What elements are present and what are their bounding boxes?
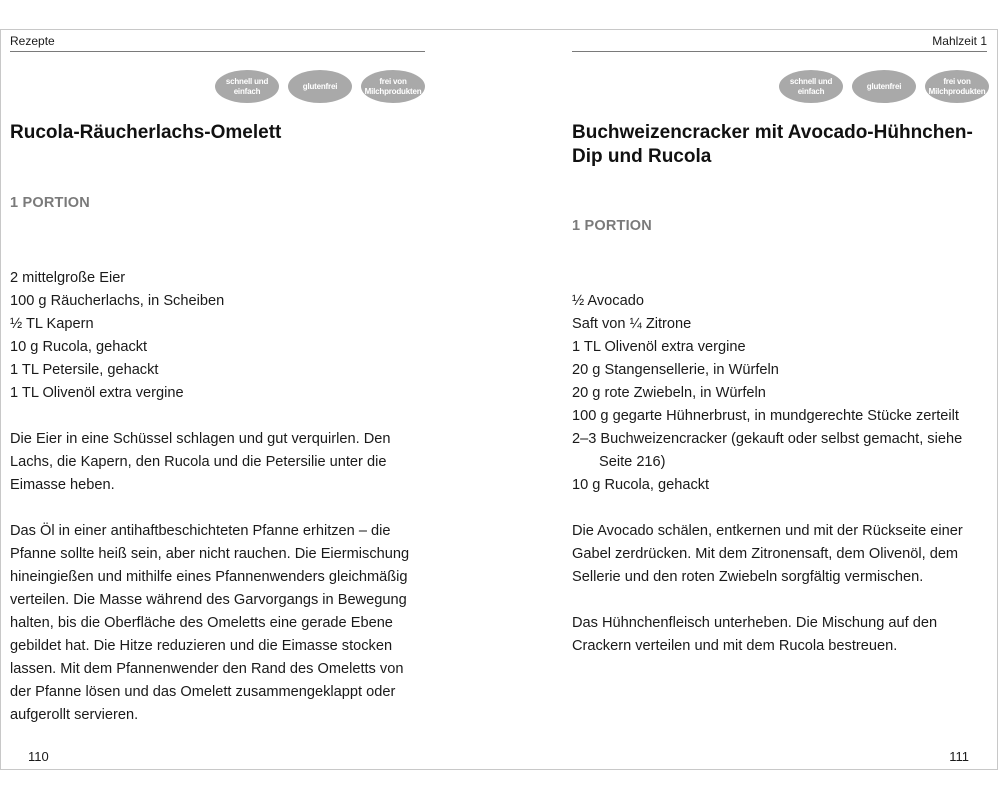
ingredient-list <box>10 267 426 405</box>
recipe-title: Rucola-Räucherlachs-Omelett <box>10 122 282 143</box>
recipe-body <box>572 290 988 658</box>
recipe-title: Buchweizencracker mit Avocado-Hühnchen-Dip und Rucola <box>572 122 973 167</box>
badge-quick-easy: schnell und einfach <box>779 70 843 103</box>
ingredient-item: 2–3 Buchweizencracker (gekauft oder selbst gemacht, siehe Seite 216) <box>572 431 963 470</box>
portion-label: 1 PORTION <box>10 195 90 211</box>
ingredient-item: 10 g Rucola, gehackt <box>10 339 148 355</box>
running-head: Rezepte <box>10 34 55 48</box>
badge-quick-easy: schnell und einfach <box>215 70 279 103</box>
header-rule <box>572 51 987 52</box>
ingredient-item: 20 g Stangensellerie, in Würfeln <box>572 362 779 378</box>
portion-label: 1 PORTION <box>572 218 652 234</box>
ingredient-item: 2 mittelgroße Eier <box>10 270 126 286</box>
ingredient-item: 100 g Räucherlachs, in Scheiben <box>10 293 225 309</box>
page-number: 110 <box>28 749 49 764</box>
ingredient-list <box>572 290 988 497</box>
right-page <box>572 30 988 769</box>
badge-group <box>215 70 425 103</box>
instruction-paragraph: Das Hühnchenfleisch unterheben. Die Mischung auf den Crackern verteilen und mit dem Rucola bestreuen. <box>572 615 938 654</box>
ingredient-item: Saft von ¼ Zitrone <box>572 316 692 332</box>
recipe-body <box>10 267 426 727</box>
ingredient-item: 1 TL Petersile, gehackt <box>10 362 159 378</box>
badge-dairy-free: frei von Milchprodukten <box>361 70 425 103</box>
book-spread <box>0 29 998 770</box>
ingredient-item: 10 g Rucola, gehackt <box>572 477 710 493</box>
left-page <box>10 30 426 769</box>
page-number: 111 <box>949 749 969 764</box>
ingredient-item: 1 TL Olivenöl extra vergine <box>10 385 184 401</box>
ingredient-item: ½ Avocado <box>572 293 644 309</box>
ingredient-item: 1 TL Olivenöl extra vergine <box>572 339 746 355</box>
running-head: Mahlzeit 1 <box>932 34 987 48</box>
badge-dairy-free: frei von Milchprodukten <box>925 70 989 103</box>
instruction-paragraph: Die Eier in eine Schüssel schlagen und gut verquirlen. Den Lachs, die Kapern, den Rucola und die Petersilie unter die Eimasse heben. <box>10 431 391 493</box>
badge-gluten-free: glutenfrei <box>288 70 352 103</box>
badge-group <box>779 70 989 103</box>
badge-gluten-free: glutenfrei <box>852 70 916 103</box>
instruction-paragraph: Das Öl in einer antihaftbeschichteten Pfanne erhitzen – die Pfanne sollte heiß sein, aber nicht rauchen. Die Eiermischung hineingießen und mithilfe eines Pfannenwenders gleichmäßig verteilen. Die Masse während des Garvorgangs in Bewegung halten, bis die Oberfläche des Omeletts eine gerade Ebene gebildet hat. Die Hitze reduzieren und die Eimasse stocken lassen. Mit dem Pfannenwender den Rand des Omeletts von der Pfanne lösen und das Omelett zusammengeklappt oder aufgerollt servieren. <box>10 523 410 723</box>
ingredient-item: 100 g gegarte Hühnerbrust, in mundgerechte Stücke zerteilt <box>572 408 959 424</box>
header-rule <box>10 51 425 52</box>
ingredient-item: 20 g rote Zwiebeln, in Würfeln <box>572 385 766 401</box>
ingredient-item: ½ TL Kapern <box>10 316 94 332</box>
instruction-paragraph: Die Avocado schälen, entkernen und mit der Rückseite einer Gabel zerdrücken. Mit dem Zitronensaft, dem Olivenöl, dem Sellerie und den roten Zwiebeln sorgfältig vermischen. <box>572 523 963 585</box>
